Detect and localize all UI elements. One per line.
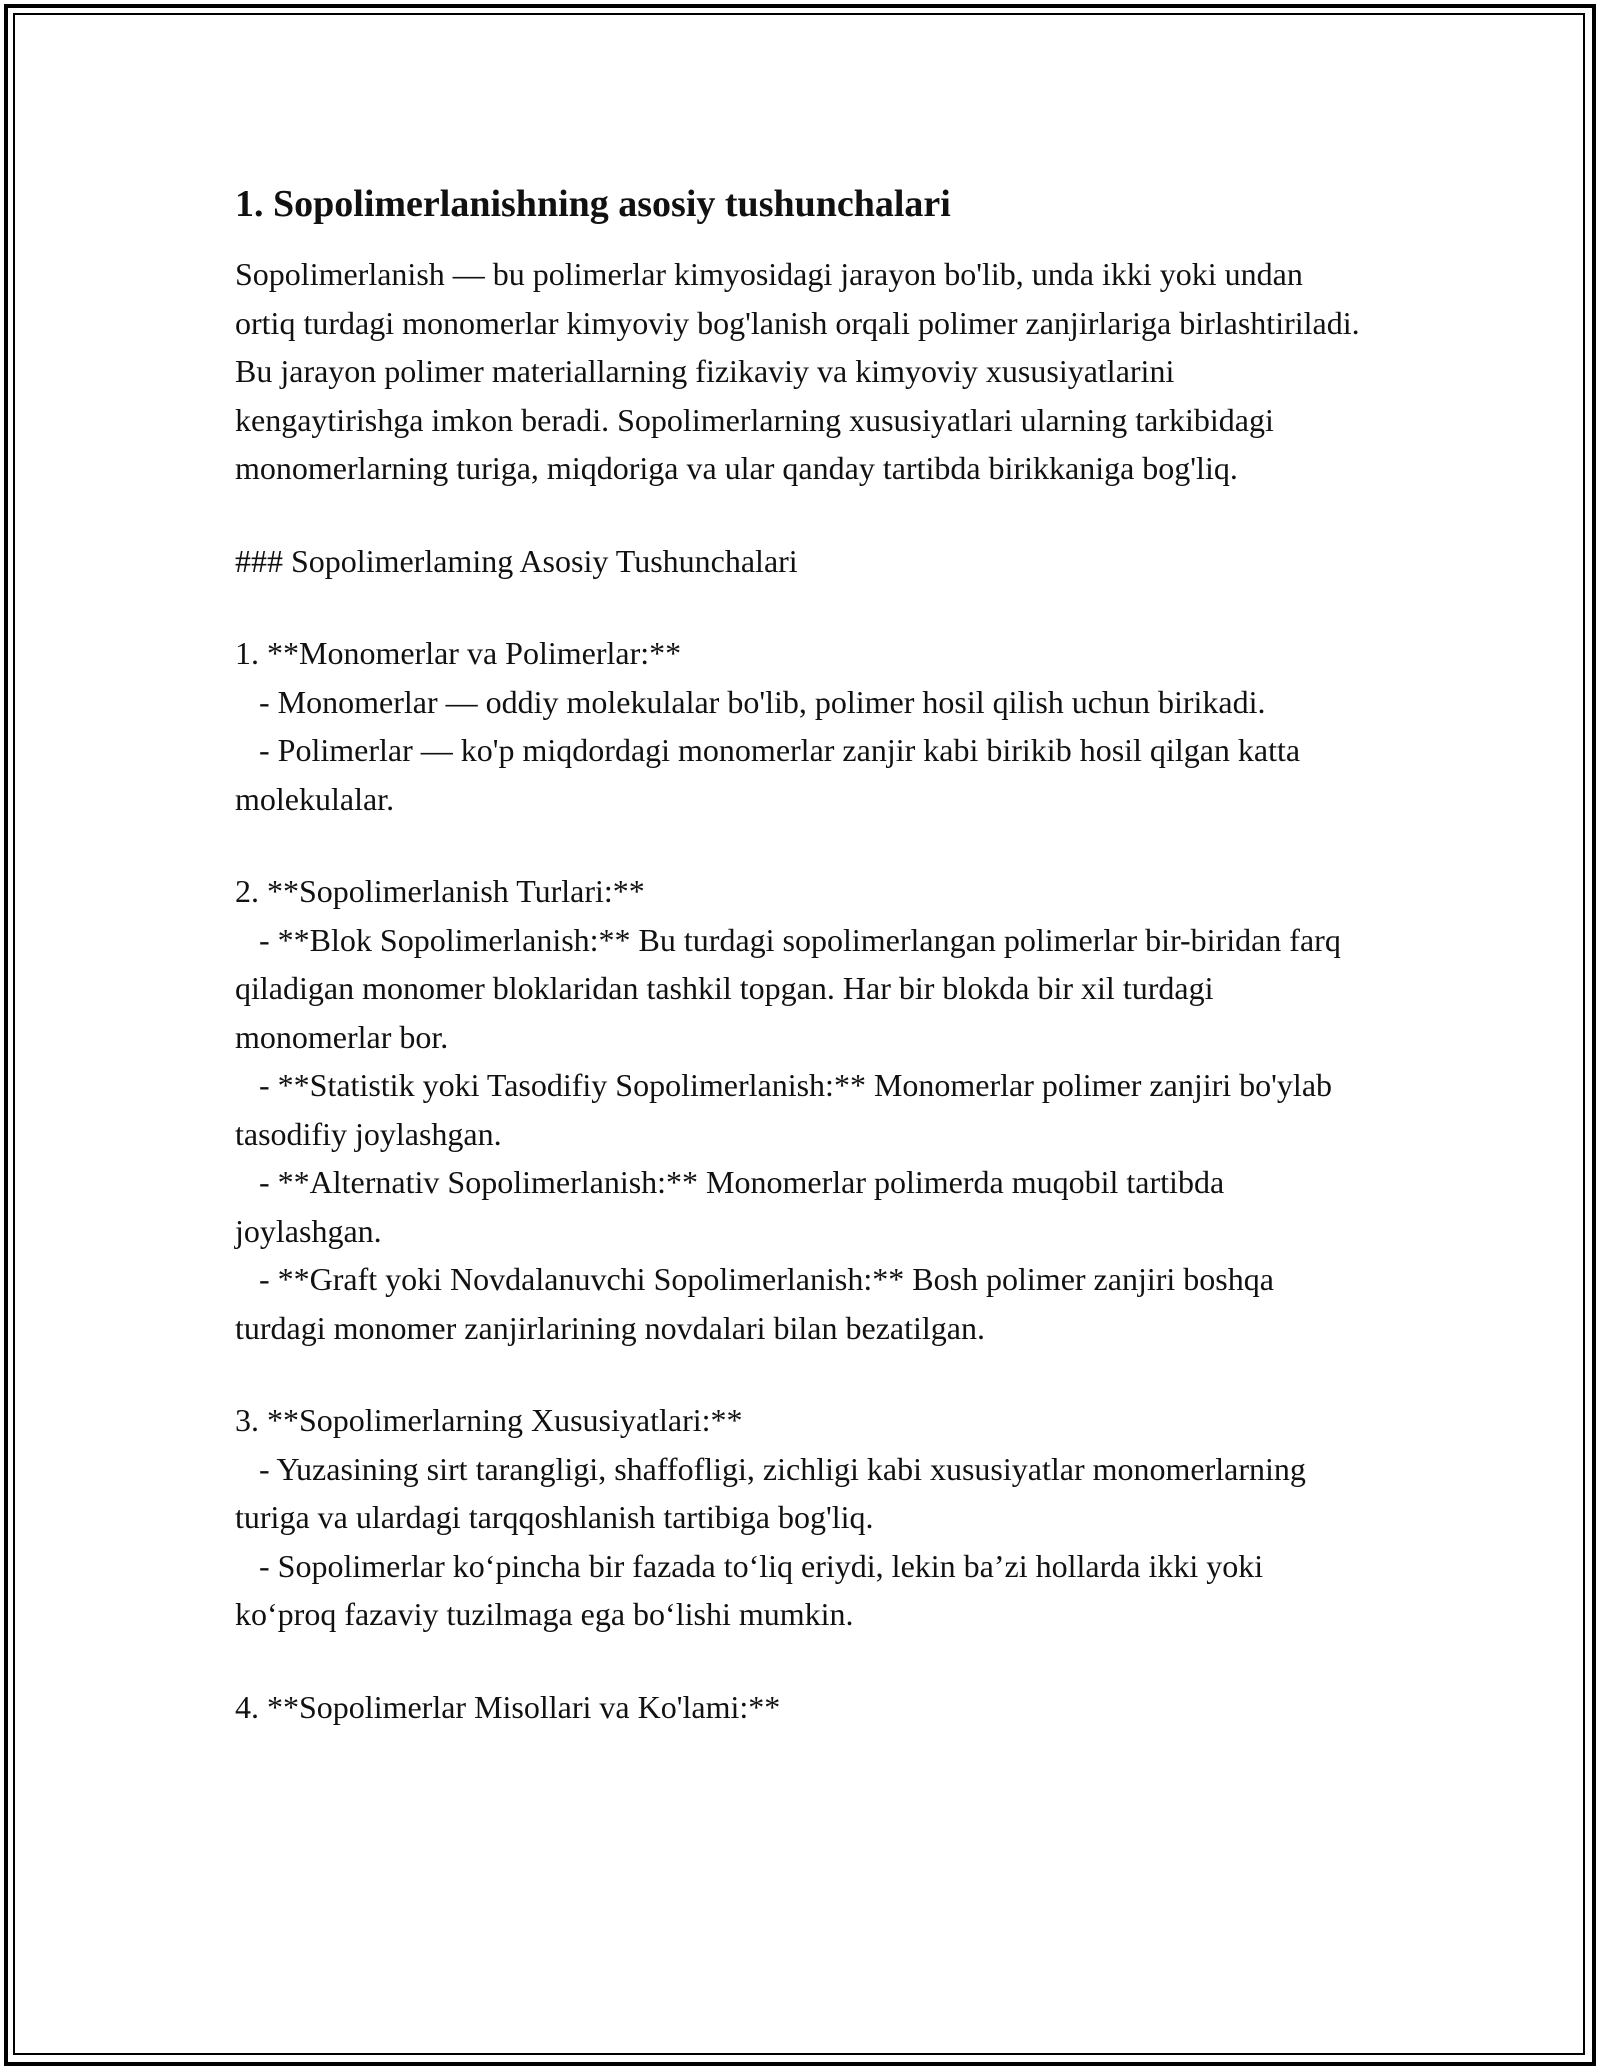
list-item: - **Blok Sopolimerlanish:** Bu turdagi sopolimerlangan polimerlar bir-biridan farq qiladigan monomer bloklaridan tashkil topgan. Har bir blokda bir xil turdagi monomerlar bor. <box>235 921 1349 1055</box>
section-monomers <box>235 629 1370 823</box>
list-item: - Sopolimerlar koʻpincha bir fazada toʻliq eriydi, lekin baʼzi hollarda ikki yoki koʻproq fazaviy tuzilmaga ega boʻlishi mumkin. <box>235 1547 1272 1632</box>
spacer <box>235 1352 1370 1396</box>
section-types <box>235 867 1370 1352</box>
list-item: - Polimerlar — ko'p miqdordagi monomerlar zanjir kabi birikib hosil qilgan katta molekulalar. <box>235 732 1309 817</box>
document-body <box>235 180 1370 1731</box>
list-item: - **Alternativ Sopolimerlanish:** Monomerlar polimerda muqobil tartibda joylashgan. <box>235 1164 1233 1249</box>
list-item: - Yuzasining sirt tarangligi, shaffofligi, zichligi kabi xususiyatlar monomerlarning turiga va ulardagi tarqqoshlanish tartibiga bog'liq. <box>235 1450 1314 1535</box>
subheading-line: ### Sopolimerlaming Asosiy Tushunchalari <box>235 542 798 579</box>
spacer <box>235 493 1370 537</box>
section-title: 2. **Sopolimerlanish Turlari:** <box>235 873 645 909</box>
list-item: - **Graft yoki Novdalanuvchi Sopolimerlanish:** Bosh polimer zanjiri boshqa turdagi monomer zanjirlarining novdalari bilan bezatilgan. <box>235 1261 1282 1346</box>
list-item: - **Statistik yoki Tasodifiy Sopolimerlanish:** Monomerlar polimer zanjiri bo'ylab tasodifiy joylashgan. <box>235 1067 1341 1152</box>
section-title: 1. **Monomerlar va Polimerlar:** <box>235 635 682 671</box>
section-title: 3. **Sopolimerlarning Xususiyatlari:** <box>235 1402 743 1438</box>
spacer <box>235 1639 1370 1683</box>
section-examples <box>235 1683 1370 1732</box>
section-properties <box>235 1396 1370 1639</box>
list-item: - Monomerlar — oddiy molekulalar bo'lib, polimer hosil qilish uchun birikadi. <box>235 683 1266 720</box>
spacer <box>235 823 1370 867</box>
section-title: 4. **Sopolimerlar Misollari va Ko'lami:** <box>235 1688 781 1725</box>
intro-paragraph: Sopolimerlanish — bu polimerlar kimyosidagi jarayon bo'lib, unda ikki yoki undan ortiq turdagi monomerlar kimyoviy bog'lanish orqali polimer zanjirlariga birlashtiriladi. Bu jarayon polimer materiallarning fizikaviy va kimyoviy xususiyatlarini kengaytirishga imkon beradi. Sopolimerlarning xususiyatlari ularning tarkibidagi monomerlarning turiga, miqdoriga va ular qanday tartibda birikkaniga bog'liq. <box>235 256 1368 486</box>
spacer <box>235 585 1370 629</box>
document-heading: 1. Sopolimerlanishning asosiy tushunchalari <box>235 183 951 225</box>
